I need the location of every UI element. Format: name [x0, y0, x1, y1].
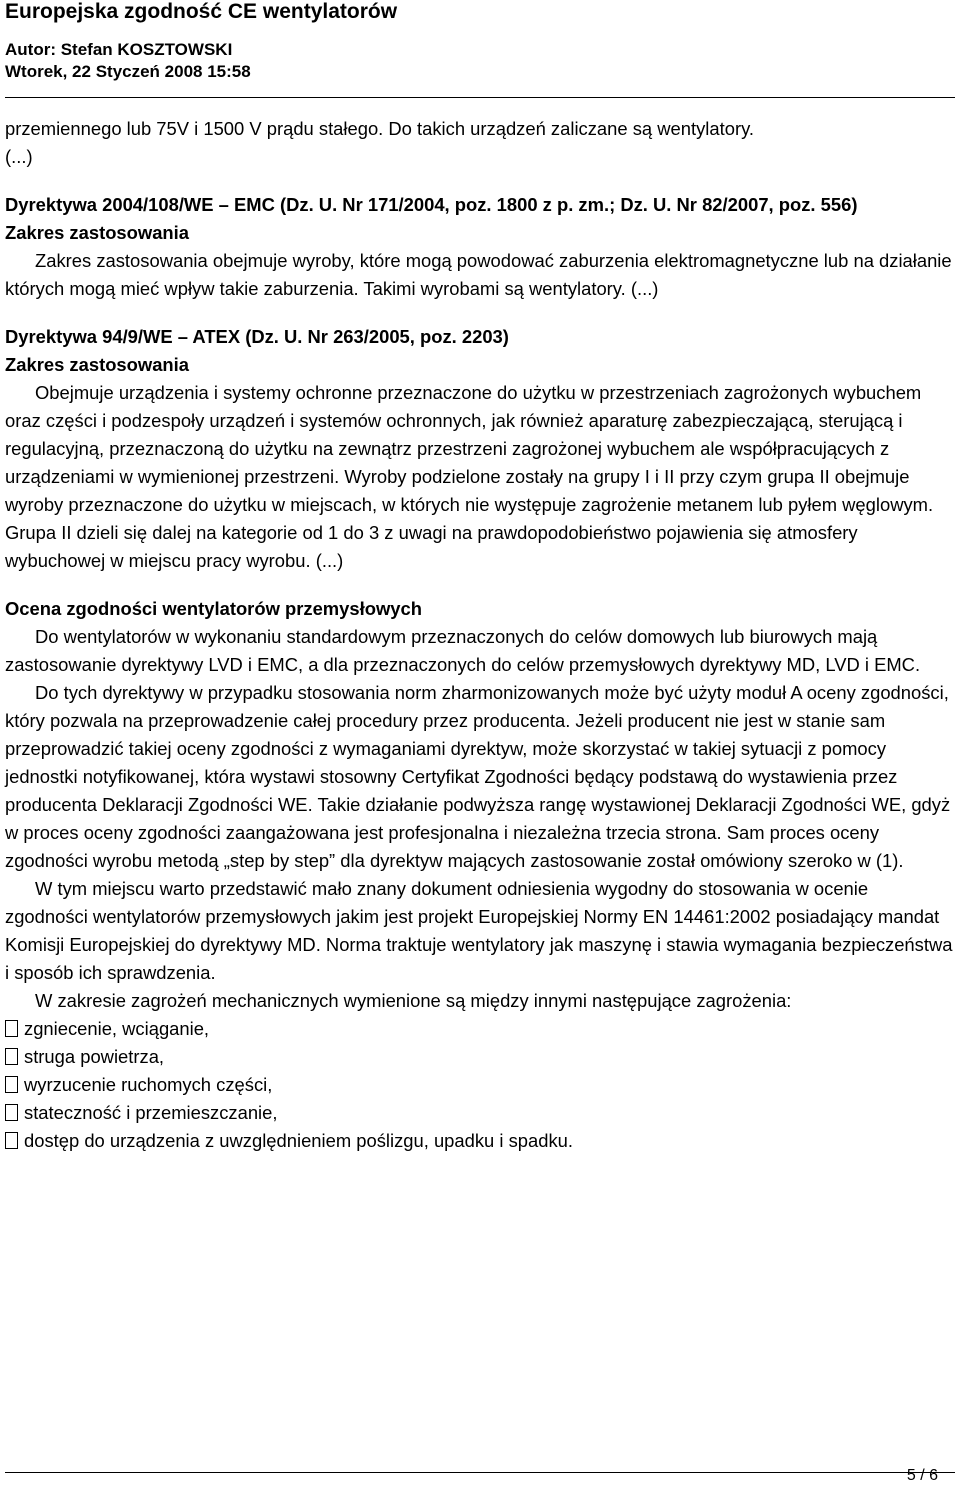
atex-scope-text: Obejmuje urządzenia i systemy ochronne przeznaczone do użytku w przestrzeniach zagrożonych wybuchem oraz części i podzespoły urządzeń i systemów ochronnych, jak również aparaturę zabezpieczającą, sterującą i regulacyjną, przeznaczoną do użytku na zewnątrz przestrzeni zagrożonej wybuchem ale współpracujących z urządzeniami w wymienionej przestrzeni. Wyroby podzielone zostały na grupy I i II przy czym grupa II obejmuje wyroby przeznaczone do użytku w miejscach, w których nie występuje zagrożenie metanem lub pyłem węglowym. Grupa II dzieli się dalej na kategorie od 1 do 3 z uwagi na prawdopodobieństwo pojawienia się atmosfery wybuchowej w miejscu pracy wyrobu. (...)	[5, 382, 934, 571]
page-number: 5 / 6	[906, 1467, 938, 1484]
assessment-paragraph-1: Do wentylatorów w wykonaniu standardowym przeznaczonych do celów domowych lub biurowych mają zastosowanie dyrektywy LVD i EMC, a dla przeznaczonych do celów przemysłowych dyrektywy MD, LVD i EMC.	[5, 626, 921, 675]
bullet-icon	[5, 1104, 18, 1121]
atex-scope-label: Zakres zastosowania	[5, 354, 189, 375]
list-item: wyrzucenie ruchomych części,	[5, 1071, 955, 1099]
emc-heading: Dyrektywa 2004/108/WE – EMC (Dz. U. Nr 171/2004, poz. 1800 z p. zm.; Dz. U. Nr 82/2007, poz. 556)	[5, 194, 858, 215]
footer-divider	[5, 1472, 955, 1473]
bullet-icon	[5, 1020, 18, 1037]
header-divider	[5, 97, 955, 98]
assessment-paragraph-3: W tym miejscu warto przedstawić mało znany dokument odniesienia wygodny do stosowania w ocenie zgodności wentylatorów przemysłowych jakim jest projekt Europejskiej Normy EN 14461:2002 posiadający mandat Komisji Europejskiej do dyrektywy MD. Norma traktuje wentylatory jak maszynę i stawia wymagania bezpieczeństwa i sposób ich sprawdzenia.	[5, 878, 953, 983]
atex-heading: Dyrektywa 94/9/WE – ATEX (Dz. U. Nr 263/2005, poz. 2203)	[5, 326, 509, 347]
author-line: Autor: Stefan KOSZTOWSKI	[5, 40, 233, 59]
page-header	[5, 0, 955, 83]
list-item: struga powietrza,	[5, 1043, 955, 1071]
article-body	[5, 115, 955, 1155]
emc-scope-text: Zakres zastosowania obejmuje wyroby, które mogą powodować zaburzenia elektromagnetyczne lub na działanie których mogą mieć wpływ takie zaburzenia. Takimi wyrobami są wentylatory. (...)	[5, 250, 952, 299]
date-line: Wtorek, 22 Styczeń 2008 15:58	[5, 62, 251, 81]
hazard-list	[5, 1015, 955, 1155]
assessment-paragraph-2: Do tych dyrektywy w przypadku stosowania norm zharmonizowanych może być użyty moduł A oceny zgodności, który pozwala na przeprowadzenie całej procedury przez producenta. Jeżeli producent nie jest w stanie sam przeprowadzić takiej oceny zgodności z wymaganiami dyrektyw, może skorzystać w takiej sytuacji z pomocy jednostki notyfikowanej, która wystawi stosowny Certyfikat Zgodności będący podstawą do wystawienia przez producenta Deklaracji Zgodności WE. Takie działanie podwyższa rangę wystawionej Deklaracji Zgodności WE, gdyż w proces oceny zgodności zaangażowana jest profesjonalna i niezależna trzecia strona. Sam proces oceny zgodności wyrobu metodą „step by step” dla dyrektyw mających zastosowanie został omówiony szeroko w (1).	[5, 682, 951, 871]
bullet-icon	[5, 1132, 18, 1149]
assessment-heading: Ocena zgodności wentylatorów przemysłowych	[5, 598, 422, 619]
list-item: zgniecenie, wciąganie,	[5, 1015, 955, 1043]
emc-scope-label: Zakres zastosowania	[5, 222, 189, 243]
bullet-icon	[5, 1048, 18, 1065]
intro-ellipsis: (...)	[5, 146, 33, 167]
assessment-paragraph-4: W zakresie zagrożeń mechanicznych wymienione są między innymi następujące zagrożenia:	[35, 990, 792, 1011]
list-item: dostęp do urządzenia z uwzględnieniem poślizgu, upadku i spadku.	[5, 1127, 955, 1155]
bullet-icon	[5, 1076, 18, 1093]
article-title: Europejska zgodność CE wentylatorów	[5, 0, 398, 23]
list-item: stateczność i przemieszczanie,	[5, 1099, 955, 1127]
intro-line: przemiennego lub 75V i 1500 V prądu stałego. Do takich urządzeń zaliczane są wentylatory.	[5, 118, 755, 139]
